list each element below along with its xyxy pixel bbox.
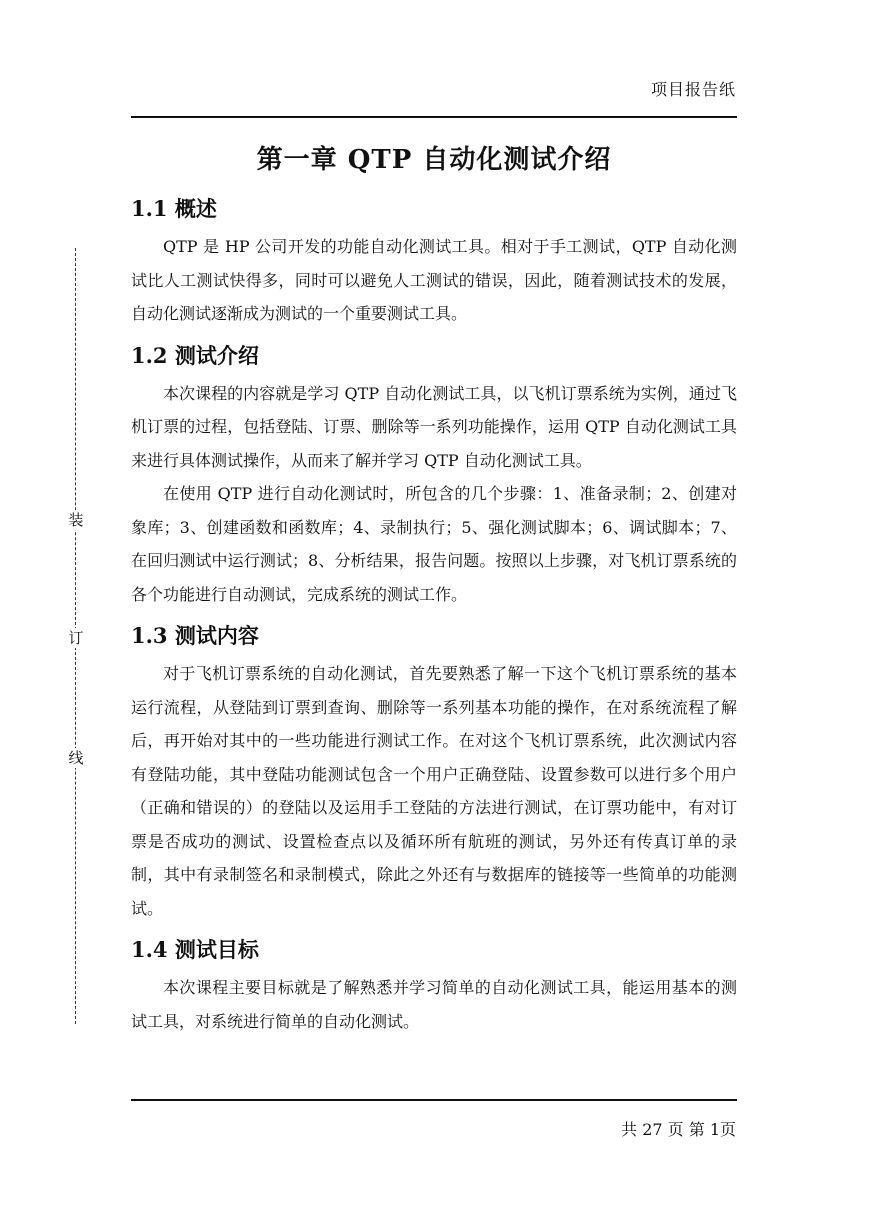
paragraph: 对于飞机订票系统的自动化测试，首先要熟悉了解一下这个飞机订票系统的基本运行流程，从登陆到订票到查询、删除等一系列基本功能的操作，在对系统流程了解后，再开始对其中的一些功能进行测试工作。在对这个飞机订票系统，此次测试内容有登陆功能，其中登陆功能测试包含一个用户正确登陆、设置参数可以进行多个用户（正确和错误的）的登陆以及运用手工登陆的方法进行测试，在订票功能中，有对订票是否成功的测试、设置检查点以及循环所有航班的测试，另外还有传真订单的录制，其中有录制签名和录制模式，除此之外还有与数据库的链接等一些简单的功能测试。 [131, 664, 737, 918]
section-overview [131, 188, 737, 331]
paragraph: 在使用 QTP 进行自动化测试时，所包含的几个步骤：1、准备录制；2、创建对象库；3、创建函数和函数库；4、录制执行；5、强化测试脚本；6、调试脚本；7、在回归测试中运行测试；8、分析结果，报告问题。按照以上步骤，对飞机订票系统的各个功能进行自动测试，完成系统的测试工作。 [131, 484, 737, 604]
binding-char-ding: 订 [66, 628, 86, 648]
paragraph: 本次课程的内容就是学习 QTP 自动化测试工具，以飞机订票系统为实例，通过飞机订票的过程，包括登陆、订票、删除等一系列功能操作，运用 QTP 自动化测试工具来进行具体测试操作，从而来了解并学习 QTP 自动化测试工具。 [131, 383, 737, 470]
section-title: 1.1 概述 [131, 196, 217, 221]
section-title: 1.3 测试内容 [131, 623, 259, 648]
binding-char-zhuang: 装 [66, 510, 86, 530]
section-test-intro [131, 335, 737, 612]
paragraph: QTP 是 HP 公司开发的功能自动化测试工具。相对于手工测试，QTP 自动化测试比人工测试快得多，同时可以避免人工测试的错误，因此，随着测试技术的发展，自动化测试逐渐成为测试的一个重要测试工具。 [131, 237, 737, 323]
section-test-content [131, 615, 737, 925]
binding-margin [66, 248, 86, 1024]
page-number: 共 27 页 第 1页 [621, 1120, 736, 1139]
document-body [131, 136, 737, 1038]
section-title: 1.2 测试介绍 [131, 342, 259, 368]
header-title: 项目报告纸 [650, 80, 736, 99]
footer-rule [131, 1099, 737, 1101]
paragraph: 本次课程主要目标就是了解熟悉并学习简单的自动化测试工具，能运用基本的测试工具，对系统进行简单的自动化测试。 [131, 978, 737, 1031]
header-rule [131, 116, 737, 118]
section-test-goal [131, 929, 737, 1038]
chapter-title: 第一章 QTP 自动化测试介绍 [256, 145, 612, 175]
binding-char-xian: 线 [66, 748, 86, 768]
section-title: 1.4 测试目标 [131, 937, 259, 962]
